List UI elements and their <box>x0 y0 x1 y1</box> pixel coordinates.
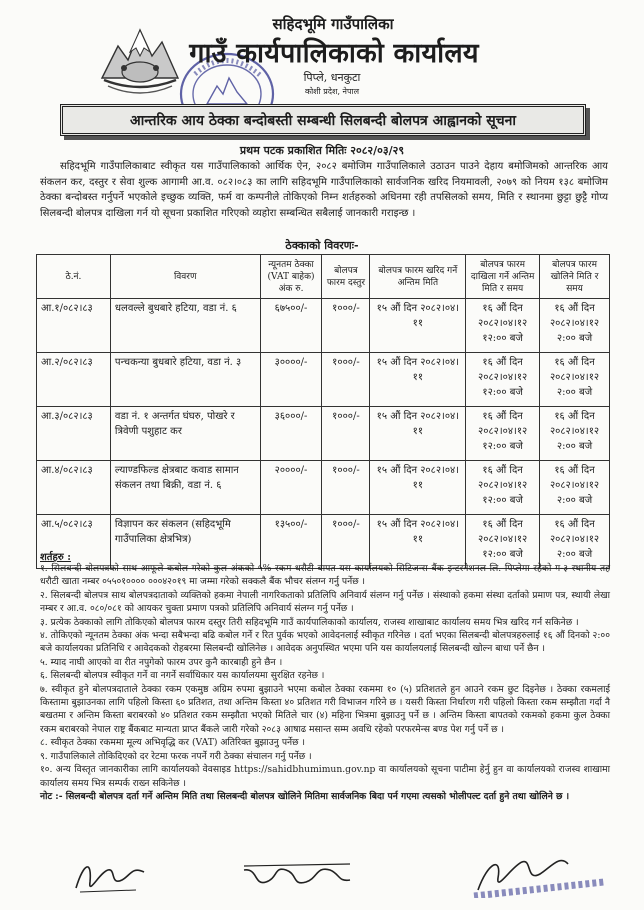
cell-opening-date: १६ औं दिन २०८२।०४।१२ २:०० बजे <box>540 515 610 569</box>
first-publication-date: प्रथम पटक प्रकाशित मितिः २०८२/०३/२९ <box>239 144 405 157</box>
cell-form-fee: १०००/- <box>322 515 370 569</box>
cell-purchase-deadline: १५ औं दिन २०८२।०४।११ <box>370 407 466 461</box>
cell-submission-deadline: १६ औं दिन २०८२।०४।१२ १२:०० बजे <box>466 299 540 353</box>
condition-item: १. सिलबन्दी बोलपत्रको साथ आफूले कबोल गरेको कुल अंकको ५% रकम धरौटी बापत यस कार्यालयको सिटिजन्स बैंक इन्टरनेशनल लि. पिप्लेमा रहेको ग-३ स्थानीय तह धरौटी खाता नम्बर ०५५०१०००० ०००४२०१९ मा जम्मा गरेको सक्कलै बैंक भौचर संलग्न गर्नु पर्नेछ । <box>40 563 610 588</box>
cell-opening-date: १६ औं दिन २०८२।०४।१२ २:०० बजे <box>540 407 610 461</box>
cell-form-fee: १०००/- <box>322 461 370 515</box>
office-province: कोशी प्रदेश, नेपाल <box>304 87 360 96</box>
condition-item: २. सिलबन्दी बोलपत्र साथ बोलपत्रदाताको व्यक्तिको हकमा नेपाली नागरिकताको प्रतिलिपि अनिवार्य संलग्न गर्नु पर्नेछ । संस्थाको हकमा संस्था दर्ताको प्रमाण पत्र, स्थायी लेखा नम्बर र आ.व. ०८०/०८१ को आयकर चुक्ता प्रमाण पत्रको प्रतिलिपि अनिवार्य संलग्न गर्नु पर्नेछ । <box>40 589 610 615</box>
header-opening-date: बोलपत्र फारम खोलिने मिति र समय <box>540 255 610 299</box>
conditions-title: शर्तहरु : <box>40 552 71 563</box>
table-row <box>37 407 610 461</box>
note-line: नोट :- सिलबन्दी बोलपत्र दर्ता गर्ने अन्तिम मिति तथा सिलबन्दी बोलपत्र खोलिने मितिमा सार्वजनिक बिदा पर्न गएमा त्यसको भोलीपल्ट दर्ता हुने तथा खोलिने छ । <box>40 790 570 802</box>
cell-opening-date: १६ औं दिन २०८२।०४।१२ २:०० बजे <box>540 461 610 515</box>
cell-purchase-deadline: १५ औं दिन २०८२।०४।११ <box>370 299 466 353</box>
cell-form-fee: १०००/- <box>322 353 370 407</box>
cell-submission-deadline: १६ औं दिन २०८२।०४।१२ १२:०० बजे <box>466 353 540 407</box>
cell-submission-deadline: १६ औं दिन २०८२।०४।१२ १२:०० बजे <box>466 461 540 515</box>
table-caption: ठेक्काको विवरणः- <box>285 239 359 252</box>
office-place: पिप्ले, धनकुटा <box>303 71 361 84</box>
table-header-row <box>37 255 610 299</box>
notice-title: आन्तरिक आय ठेक्का बन्दोबस्ती सम्बन्धी सिलबन्दी बोलपत्र आह्वानको सूचना <box>60 104 586 136</box>
condition-item: ५. म्याद नाघी आएको वा रीत नपुगेको फारम उपर कुनै कारबाही हुने छैन । <box>40 656 283 668</box>
municipality-name: सहिदभूमि गाउँपालिका <box>272 15 394 33</box>
cell-contract-no: आ.४/०८२।८३ <box>37 461 111 515</box>
cell-purchase-deadline: १५ औं दिन २०८२।०४।११ <box>370 461 466 515</box>
condition-item: १०. अन्य विस्तृत जानकारीका लागि कार्यालयको वेवसाइड https://sahidbhumimun.gov.np वा कार्यालयको सूचना पाटीमा हेर्नु हुन वा कार्यालयको राजस्व शाखामा कार्यालय समय भित्र सम्पर्क राख्न सकिनेछ । <box>40 764 610 789</box>
cell-submission-deadline: १६ औं दिन २०८२।०४।१२ १२:०० बजे <box>466 515 540 569</box>
header-description: विवरण <box>110 255 260 299</box>
header-contract-no: ठे.नं. <box>37 255 111 299</box>
cell-opening-date: १६ औं दिन २०८२।०४।१२ २:०० बजे <box>540 353 610 407</box>
cell-form-fee: १०००/- <box>322 407 370 461</box>
header-min-amount: न्यूनतम ठेक्का (VAT बाहेक) अंक रु. <box>260 255 322 299</box>
condition-item: ८. स्वीकृत ठेक्का रकममा मूल्य अभिवृद्धि कर (VAT) अतिरिक्त बुझाउनु पर्नेछ । <box>40 737 305 749</box>
table-row <box>37 299 610 353</box>
office-name: गाउँ कार्यपालिकाको कार्यालय <box>189 38 479 69</box>
condition-item: ७. स्वीकृत हुने बोलपत्रदाताले ठेक्का रकम एकमुष्ठ अग्रिम रुपमा बुझाउने भएमा कबोल ठेक्का रकममा १० (५) प्रतिशतले हुन आउने रकम छुट दिइनेछ । ठेक्का रकमलाई किस्तामा बुझाउनका लागि पहिलो किस्ता ६० प्रतिशत, तथा अन्तिम किस्ता ४० प्रतिशत गरी विभाजन गरिने छ । यसरी किस्ता निर्धारण गरी पहिलो किस्ता रकम सम्झौता गर्दा नै बखतमा र अन्तिम किस्ता बराबरको ४० प्रतिशत रकम सम्झौता भएको मितिले चार (४) महिना भित्रमा बुझाउनु पर्ने छ । अन्तिम किस्ता बापतको रकमको हकमा कुल ठेक्का रकम बराबरको नेपाल राष्ट्र बैंकबाट मान्यता प्राप्त बैंकले जारी गरेको २०८३ आषाढ मसान्त सम्म अवधि रहेको परफरमेन्स बण्ड पेश गर्नु पर्ने छ । <box>40 683 610 735</box>
signature-1 <box>70 852 150 898</box>
cell-min-amount: ३००००/- <box>260 353 322 407</box>
cell-min-amount: २००००/- <box>260 461 322 515</box>
table-row <box>37 353 610 407</box>
header-purchase-deadline: बोलपत्र फारम खरिद गर्ने अन्तिम मिति <box>370 255 466 299</box>
cell-description: विज्ञापन कर संकलन (सहिदभूमि गाउँपालिका क्षेत्रभित्र) <box>110 515 260 569</box>
conditions-list <box>40 562 610 803</box>
condition-item: ६. सिलबन्दी बोलपत्र स्वीकृत गर्ने वा नगर्ने सर्वाधिकार यस कार्यालयमा सुरक्षित रहनेछ । <box>40 670 325 682</box>
intro-paragraph: सहिदभूमि गाउँपालिकाबाट स्वीकृत यस गाउँपालिकाको आर्थिक ऐन, २०८२ बमोजिम गाउँपालिकाले उठाउन पाउने देहाय बमोजिमको आन्तरिक आय संकलन कर, दस्तुर र सेवा शुल्क आगामी आ.व. ०८२।०८३ का लागि सहिदभूमि गाउँपालिकाको सार्वजनिक खरिद नियमावली, २०७९ को नियम १३८ बमोजिम ठेक्का बन्दोबस्त गर्नुपर्ने भएकोले इच्छुक व्यक्ति, फर्म वा कम्पनीले तोकिएको निम्न शर्तहरुको अधिनमा रही तपसिलको समय, मिति र स्थानमा छुट्टा छुट्टै गोप्य सिलबन्दी बोलपत्र दाखिला गर्न यो सूचना प्रकाशित गरिएको व्यहोरा सम्बन्धित सबैलाई जानकारी गराइन्छ । <box>40 161 608 219</box>
cell-submission-deadline: १६ औं दिन २०८२।०४।१२ १२:०० बजे <box>466 407 540 461</box>
cell-purchase-deadline: १५ औं दिन २०८२।०४।११ <box>370 353 466 407</box>
signature-3-with-stamp <box>468 852 608 898</box>
signature-2 <box>238 852 356 898</box>
cell-opening-date: १६ औं दिन २०८२।०४।१२ २:०० बजे <box>540 299 610 353</box>
table-row <box>37 461 610 515</box>
condition-item: ३. प्रत्येक ठेक्काको लागि तोकिएको बोलपत्र फारम दस्तुर तिरी सहिदभूमि गाउँ कार्यपालिकाको कार्यालय, राजस्व शाखाबाट कार्यालय समय भित्र खरिद गर्न सकिनेछ । <box>40 616 579 628</box>
cell-description: पन्चकन्या बुधबारे हटिया, वडा नं. ३ <box>110 353 260 407</box>
contract-details-table <box>36 254 610 569</box>
condition-item: ९. गाउँपालिकाले तोकिदिएको दर रेटमा फरक नपर्ने गरी ठेक्का संचालन गर्नु पर्नेछ । <box>40 750 312 762</box>
cell-contract-no: आ.३/०८२।८३ <box>37 407 111 461</box>
cell-description: वडा नं. १ अन्तर्गत घंघरु, पोखरे र त्रिवेणी पशुहाट कर <box>110 407 260 461</box>
cell-description: धलवल्ले बुधबारे हटिया, वडा नं. ६ <box>110 299 260 353</box>
cell-min-amount: १३५००/- <box>260 515 322 569</box>
cell-contract-no: आ.५/०८२।८३ <box>37 515 111 569</box>
cell-contract-no: आ.१/०८२।८३ <box>37 299 111 353</box>
cell-contract-no: आ.२/०८२।८३ <box>37 353 111 407</box>
header-form-fee: बोलपत्र फारम दस्तुर <box>322 255 370 299</box>
cell-min-amount: ३६०००/- <box>260 407 322 461</box>
cell-purchase-deadline: १५ औं दिन २०८२।०४।११ <box>370 515 466 569</box>
cell-description: ल्याण्डफिल्ड क्षेत्रबाट कवाड सामान संकलन तथा बिक्री, वडा नं. ६ <box>110 461 260 515</box>
table-row <box>37 515 610 569</box>
cell-min-amount: ६७५००/- <box>260 299 322 353</box>
header-submission-deadline: बोलपत्र फारम दाखिला गर्ने अन्तिम मिति र समय <box>466 255 540 299</box>
condition-item: ४. तोकिएको न्यूनतम ठेक्का अंक भन्दा सबैभन्दा बढि कबोल गर्ने र रित पुर्वक भएको आवेदनलाई स्वीकृत गरिनेछ । दर्ता भएका सिलबन्दी बोलपत्रहरुलाई १६ औं दिनको २:०० बजे कार्यालयका प्रतिनिधि र आवेदकको रोहबरमा सिलबन्दी खोलिनेछ । आवेदक अनुपस्थित भएमा पनि यस कार्यालयलाई सिलबन्दी खोल्न बाधा पर्ने छैन । <box>40 630 610 655</box>
cell-form-fee: १०००/- <box>322 299 370 353</box>
